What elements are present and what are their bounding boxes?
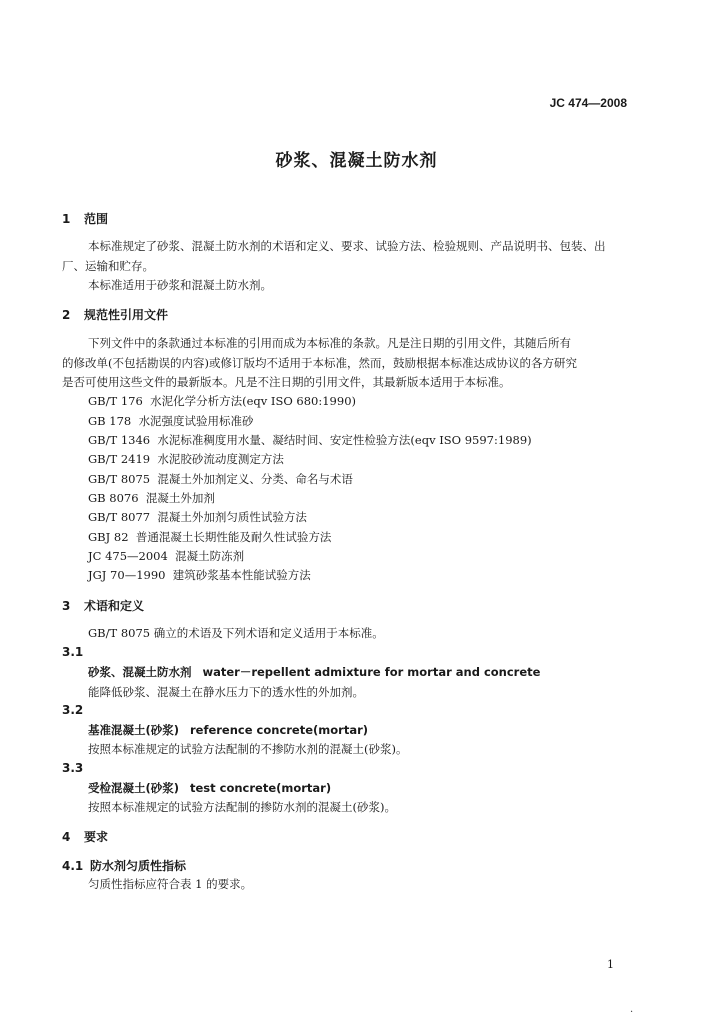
- section-3-intro: GB/T 8075 确立的术语及下列术语和定义适用于本标准。: [88, 626, 384, 640]
- section-1-heading: 1 范围: [62, 212, 109, 226]
- section-2-paragraph: 的修改单(不包括勘误的内容)或修订版均不适用于本标准，然而，鼓励根据本标准达成协议的各方研究: [62, 356, 577, 370]
- section-1-paragraph: 本标准适用于砂浆和混凝土防水剂。: [88, 278, 272, 292]
- reference-item: GB/T 1346 水泥标准稠度用水量、凝结时间、安定性检验方法(eqv ISO 9597:1989): [88, 433, 532, 447]
- reference-item: GB 8076 混凝土外加剂: [88, 491, 215, 505]
- term-heading: 基准混凝土(砂浆) reference concrete(mortar): [88, 723, 369, 737]
- standard-number: JC 474—2008: [549, 96, 627, 110]
- subsection-4-1-text: 匀质性指标应符合表 1 的要求。: [88, 877, 253, 891]
- subsection-4-1-heading: 4.1 防水剂匀质性指标: [62, 859, 187, 873]
- reference-item: JGJ 70—1990 建筑砂浆基本性能试验方法: [88, 568, 311, 582]
- reference-item: GB/T 8075 混凝土外加剂定义、分类、命名与术语: [88, 472, 353, 486]
- reference-item: GB/T 8077 混凝土外加剂匀质性试验方法: [88, 510, 307, 524]
- term-heading: 砂浆、混凝土防水剂 water－repellent admixture for mortar and concrete: [88, 665, 541, 679]
- term-definition: 能降低砂浆、混凝土在静水压力下的透水性的外加剂。: [88, 685, 364, 699]
- section-4-heading: 4 要求: [62, 830, 109, 844]
- section-2-paragraph: 是否可使用这些文件的最新版本。凡是不注日期的引用文件，其最新版本适用于本标准。: [62, 375, 511, 389]
- reference-item: GB/T 2419 水泥胶砂流动度测定方法: [88, 452, 284, 466]
- term-definition: 按照本标准规定的试验方法配制的不掺防水剂的混凝土(砂浆)。: [88, 742, 408, 756]
- section-1-paragraph: 厂、运输和贮存。: [62, 259, 154, 273]
- term-number: 3.1: [62, 645, 84, 659]
- reference-item: GB 178 水泥强度试验用标准砂: [88, 414, 254, 428]
- reference-item: JC 475—2004 混凝土防冻剂: [88, 549, 245, 563]
- term-definition: 按照本标准规定的试验方法配制的掺防水剂的混凝土(砂浆)。: [88, 800, 396, 814]
- term-number: 3.2: [62, 703, 84, 717]
- page-number: 1: [607, 958, 614, 971]
- section-2-paragraph: 下列文件中的条款通过本标准的引用而成为本标准的条款。凡是注日期的引用文件，其随后所有: [88, 336, 571, 350]
- term-number: 3.3: [62, 761, 84, 775]
- document-title: 砂浆、混凝土防水剂: [275, 151, 438, 171]
- term-heading: 受检混凝土(砂浆) test concrete(mortar): [88, 781, 332, 795]
- section-1-paragraph: 本标准规定了砂浆、混凝土防水剂的术语和定义、要求、试验方法、检验规则、产品说明书、包装、出: [88, 239, 606, 253]
- section-3-heading: 3 术语和定义: [62, 599, 145, 613]
- reference-item: GBJ 82 普通混凝土长期性能及耐久性试验方法: [88, 530, 332, 544]
- reference-item: GB/T 176 水泥化学分析方法(eqv ISO 680:1990): [88, 394, 356, 408]
- footer-mark: ·: [630, 1007, 634, 1018]
- section-2-heading: 2 规范性引用文件: [62, 308, 169, 322]
